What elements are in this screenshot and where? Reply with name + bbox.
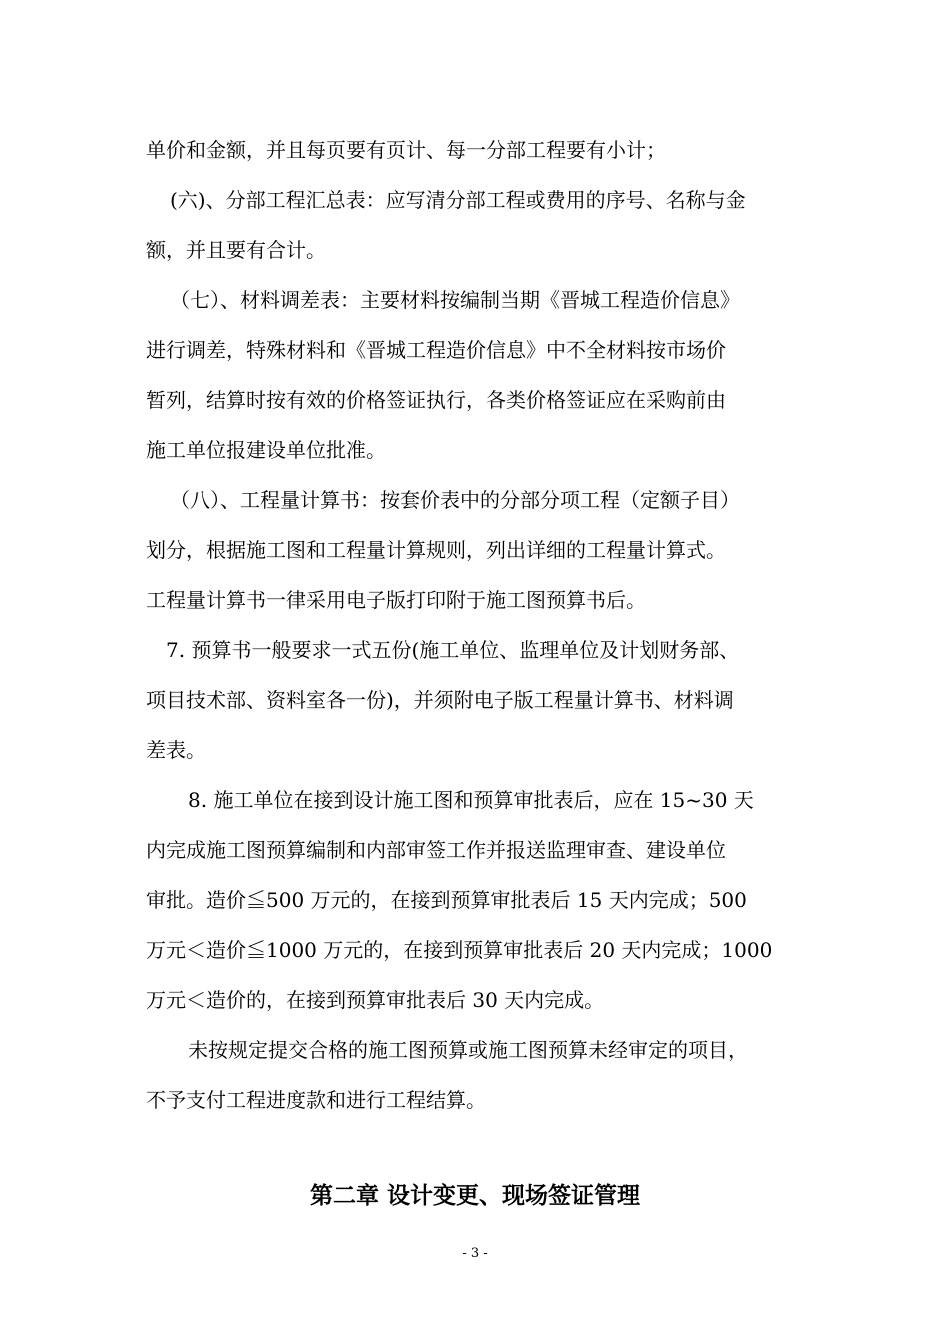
text-line-7: 施工单位报建设单位批准。 [146,438,386,462]
text-line-16: 审批。造价≦500 万元的，在接到预算审批表后 15 天内完成；500 [146,888,747,912]
page-number: - 3 - [462,1246,488,1261]
text-line-5: 进行调差，特殊材料和《晋城工程造价信息》中不全材料按市场价 [146,338,726,362]
text-line-20: 不予支付工程进度款和进行工程结算。 [146,1088,486,1112]
text-line-15: 内完成施工图预算编制和内部审签工作并报送监理审查、建设单位 [146,838,726,862]
text-line-13: 差表。 [146,738,206,762]
text-line-6: 暂列，结算时按有效的价格签证执行，各类价格签证应在采购前由 [146,388,726,412]
text-line-10: 工程量计算书一律采用电子版打印附于施工图预算书后。 [146,588,646,612]
text-line-9: 划分，根据施工图和工程量计算规则，列出详细的工程量计算式。 [146,538,726,562]
text-line-3: 额，并且要有合计。 [146,238,326,262]
text-line-12: 项目技术部、资料室各一份)，并须附电子版工程量计算书、材料调 [146,688,734,712]
text-line-17: 万元＜造价≦1000 万元的，在接到预算审批表后 20 天内完成；1000 [146,938,773,962]
text-line-4: （七）、材料调差表：主要材料按编制当期《晋城工程造价信息》 [170,288,740,312]
text-line-14: 8. 施工单位在接到设计施工图和预算审批表后，应在 15~30 天 [188,788,754,812]
text-line-8: （八）、工程量计算书：按套价表中的分部分项工程（定额子目） [170,488,740,512]
chapter-title: 第二章 设计变更、现场签证管理 [309,1182,640,1209]
text-line-19: 未按规定提交合格的施工图预算或施工图预算未经审定的项目， [188,1038,748,1062]
text-line-2: (六)、分部工程汇总表：应写清分部工程或费用的序号、名称与金 [170,188,746,212]
text-line-1: 单价和金额，并且每页要有页计、每一分部工程要有小计； [146,138,666,162]
text-line-11: 7. 预算书一般要求一式五份(施工单位、监理单位及计划财务部、 [166,638,740,662]
text-line-18: 万元＜造价的，在接到预算审批表后 30 天内完成。 [146,988,605,1012]
